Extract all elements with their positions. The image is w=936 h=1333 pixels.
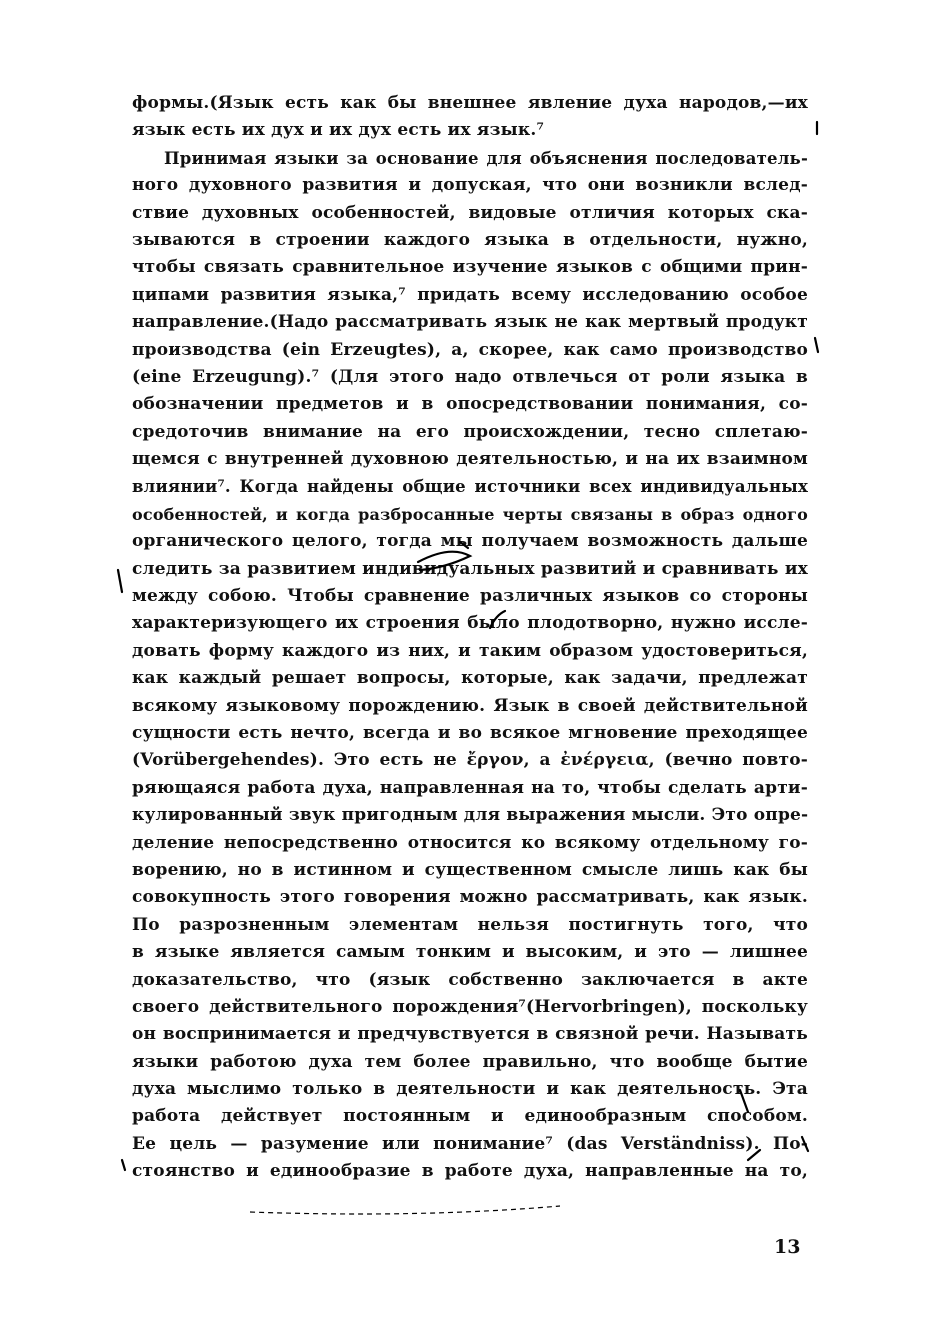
text-line: направление.(Надо рассматривать язык не как мертвый продукт: [132, 312, 808, 333]
text-line: Ее цель — разумение или понимание⁷ (das Verständniss). По-: [132, 1133, 808, 1154]
text-line: средоточив внимание на его происхождении, тесно сплетаю-: [132, 421, 808, 442]
text-line: щемся с внутренней духовною деятельностью, и на их взаимном: [132, 449, 808, 470]
text-line: характеризующего их строения было плодотворно, нужно иссле-: [132, 613, 808, 634]
margin-mark: [122, 1160, 125, 1170]
text-line: духа мыслимо только в деятельности и как деятельность. Эта: [132, 1079, 808, 1100]
text-line: доказательство, что (язык собственно заключается в акте: [132, 969, 808, 990]
margin-mark: [815, 338, 818, 352]
text-line: органического целого, тогда мы получаем возможность дальше: [132, 531, 808, 552]
text-line: влиянии⁷. Когда найдены общие источники всех индивидуальных: [132, 477, 808, 497]
text-line: в языке является самым тонким и высоким, и это — лишнее: [132, 942, 808, 963]
text-line: между собою. Чтобы сравнение различных языков со стороны: [132, 586, 808, 607]
text-line: деление непосредственно относится ко всякому отдельному го-: [132, 832, 808, 853]
text-line: зываются в строении каждого языка в отдельности, нужно,: [132, 229, 808, 250]
underline-mark: [250, 1206, 560, 1214]
text-line: (eine Erzeugung).⁷ (Для этого надо отвлечься от роли языка в: [132, 366, 808, 387]
text-line: сущности есть нечто, всегда и во всякое мгновение преходящее: [132, 722, 808, 743]
text-line: язык есть их дух и их дух есть их язык.⁷: [132, 120, 545, 141]
body-text: [132, 90, 808, 1186]
text-line: работа действует постоянным и единообразным способом.: [132, 1106, 808, 1127]
text-line: ствие духовных особенностей, видовые отличия которых ска-: [132, 202, 808, 223]
text-line: следить за развитием индивидуальных развитий и сравнивать их: [132, 558, 808, 579]
text-line: (Vorübergehendes). Это есть не ἔργον, а ἐνέργεια, (вечно повто-: [132, 750, 808, 771]
text-line: обозначении предметов и в опосредствовании понимания, со-: [132, 394, 808, 415]
text-line: кулированный звук пригодным для выражения мысли. Это опре-: [132, 805, 808, 826]
margin-mark: [118, 570, 122, 592]
text-line: ного духовного развития и допуская, что они возникли вслед-: [132, 175, 808, 196]
text-line: как каждый решает вопросы, которые, как задачи, предлежат: [132, 668, 808, 689]
text-line: всякому языковому порождению. Язык в своей действительной: [132, 695, 808, 716]
page-number: 13: [774, 1236, 801, 1258]
text-line: особенностей, и когда разбросанные черты связаны в образ одного: [132, 504, 808, 524]
text-line: формы.(Язык есть как бы внешнее явление духа народов,—их: [132, 93, 808, 113]
text-line: ворению, но в истинном и существенном смысле лишь как бы: [132, 859, 808, 880]
text-line: ряющаяся работа духа, направленная на то, чтобы сделать арти-: [132, 777, 808, 798]
text-line: Принимая языки за основание для объяснения последователь-: [164, 148, 808, 168]
text-line: довать форму каждого из них, и таким образом удостовериться,: [132, 640, 808, 661]
text-line: своего действительного порождения⁷(Hervorbringen), поскольку: [132, 996, 808, 1017]
text-line: языки работою духа тем более правильно, что вообще бытие: [132, 1051, 808, 1072]
text-line: совокупность этого говорения можно рассматривать, как язык.: [132, 887, 808, 908]
text-line: он воспринимается и предчувствуется в связной речи. Называть: [132, 1024, 808, 1045]
text-line: ципами развития языка,⁷ придать всему исследованию особое: [132, 284, 808, 305]
text-line: чтобы связать сравнительное изучение языков с общими прин-: [132, 257, 808, 278]
text-line: стоянство и единообразие в работе духа, направленные на то,: [132, 1161, 808, 1182]
text-line: По разрозненным элементам нельзя постигнуть того, что: [132, 914, 808, 935]
text-line: производства (ein Erzeugtes), а, скорее, как само производство: [132, 339, 808, 360]
